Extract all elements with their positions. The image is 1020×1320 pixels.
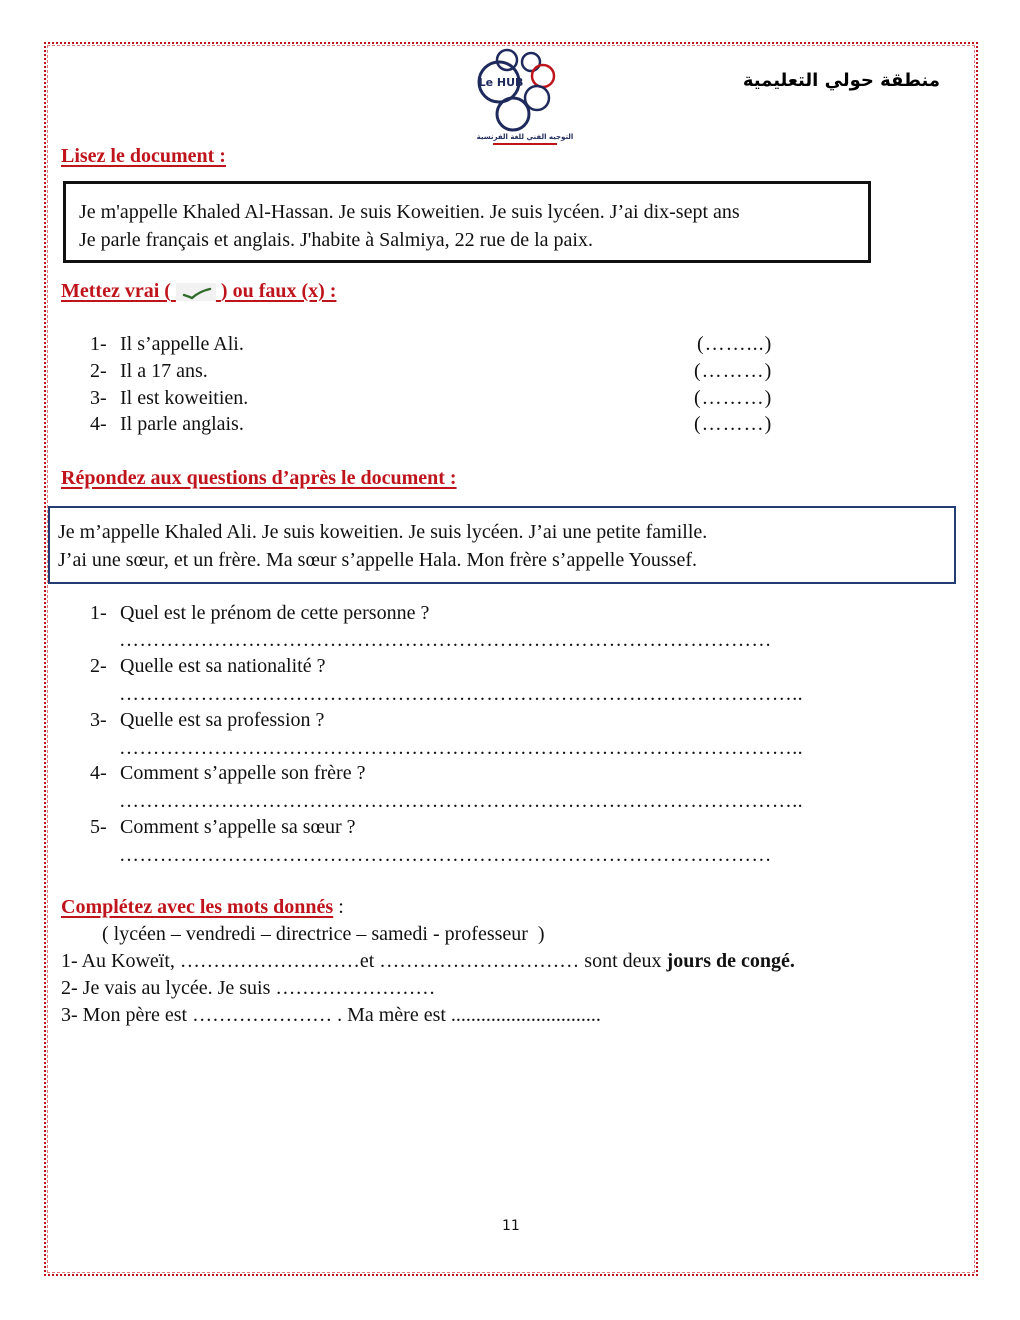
item-text: Il parle anglais. <box>120 413 244 435</box>
true-false-item <box>90 331 244 357</box>
question-text: Quelle est sa nationalité ? <box>120 655 326 677</box>
question-number: 2- <box>90 655 107 677</box>
reading-text-line: Je m’appelle Khaled Ali. Je suis koweitien. Je suis lycéen. J’ai une petite famille. <box>58 521 708 543</box>
answer-blank[interactable]: (………) <box>694 387 773 409</box>
section-heading-questions: Répondez aux questions d’après le document : <box>61 467 457 489</box>
question <box>90 600 429 626</box>
reading-text-line: J’ai une sœur, et un frère. Ma sœur s’appelle Hala. Mon frère s’appelle Youssef. <box>58 549 698 571</box>
page-number: 11 <box>502 1218 520 1234</box>
item-number: 2- <box>90 360 107 382</box>
answer-line[interactable]: ……………………………………………………………………………………….. <box>119 738 803 758</box>
reading-text-line: Je m'appelle Khaled Al-Hassan. Je suis Koweitien. Je suis lycéen. J’ai dix-sept ans <box>79 201 740 223</box>
question <box>90 653 325 679</box>
answer-blank[interactable]: (………) <box>694 413 773 435</box>
question-text: Quel est le prénom de cette personne ? <box>120 602 430 624</box>
answer-blank[interactable]: (……...) <box>697 333 773 355</box>
fill-in-line[interactable] <box>61 948 795 974</box>
logo-caption: التوجيه الفني للغة الفرنسية <box>476 133 574 141</box>
question <box>90 707 324 733</box>
item-number: 3- <box>90 387 107 409</box>
line-text: 1- Au Koweït, ………………………et ………………………… sont deux <box>61 950 667 972</box>
item-number: 1- <box>90 333 107 355</box>
true-false-item <box>90 358 208 384</box>
question-number: 5- <box>90 816 107 838</box>
word-bank: ( lycéen – vendredi – directrice – samedi - professeur ) <box>102 923 545 945</box>
question <box>90 760 365 786</box>
question-text: Comment s’appelle son frère ? <box>120 762 366 784</box>
section-heading-read: Lisez le document : <box>61 145 226 167</box>
answer-blank[interactable]: (………) <box>694 360 773 382</box>
question-text: Quelle est sa profession ? <box>120 709 325 731</box>
reading-text-box-2 <box>48 506 956 584</box>
true-false-item <box>90 385 248 411</box>
check-mark-icon <box>176 283 216 301</box>
question-number: 3- <box>90 709 107 731</box>
item-text: Il est koweitien. <box>120 387 249 409</box>
answer-line[interactable]: ……………………………………………………………………………………….. <box>119 791 803 811</box>
heading-suffix: ) ou faux (x) : <box>220 280 337 302</box>
answer-line[interactable]: …………………………………………………………………………………… <box>119 845 772 865</box>
item-number: 4- <box>90 413 107 435</box>
logo-text: Le HUB <box>478 76 524 89</box>
question <box>90 814 356 840</box>
heading-prefix: Mettez vrai ( <box>61 280 171 302</box>
question-number: 4- <box>90 762 107 784</box>
heading-text: Complétez avec les mots donnés <box>61 896 334 918</box>
fill-in-line[interactable] <box>61 975 435 1001</box>
reading-text-line: Je parle français et anglais. J'habite à Salmiya, 22 rue de la paix. <box>79 229 593 251</box>
region-name: منطقة حولي التعليمية <box>742 70 940 91</box>
reading-text-box-1 <box>63 181 871 263</box>
item-text: Il a 17 ans. <box>120 360 208 382</box>
question-number: 1- <box>90 602 107 624</box>
line-bold-text: jours de congé. <box>666 950 795 972</box>
line-text: 3- Mon père est ………………… . Ma mère est .............................. <box>61 1004 601 1026</box>
question-text: Comment s’appelle sa sœur ? <box>120 816 356 838</box>
line-text: 2- Je vais au lycée. Je suis …………………… <box>61 977 436 999</box>
heading-colon: : <box>333 896 344 918</box>
answer-line[interactable]: ……………………………………………………………………………………….. <box>119 684 803 704</box>
answer-line[interactable]: …………………………………………………………………………………… <box>119 630 772 650</box>
section-heading-complete <box>61 896 344 919</box>
hub-logo <box>455 48 595 148</box>
item-text: Il s’appelle Ali. <box>120 333 244 355</box>
true-false-item <box>90 411 244 437</box>
fill-in-line[interactable] <box>61 1002 601 1028</box>
section-heading-true-false <box>61 280 336 303</box>
